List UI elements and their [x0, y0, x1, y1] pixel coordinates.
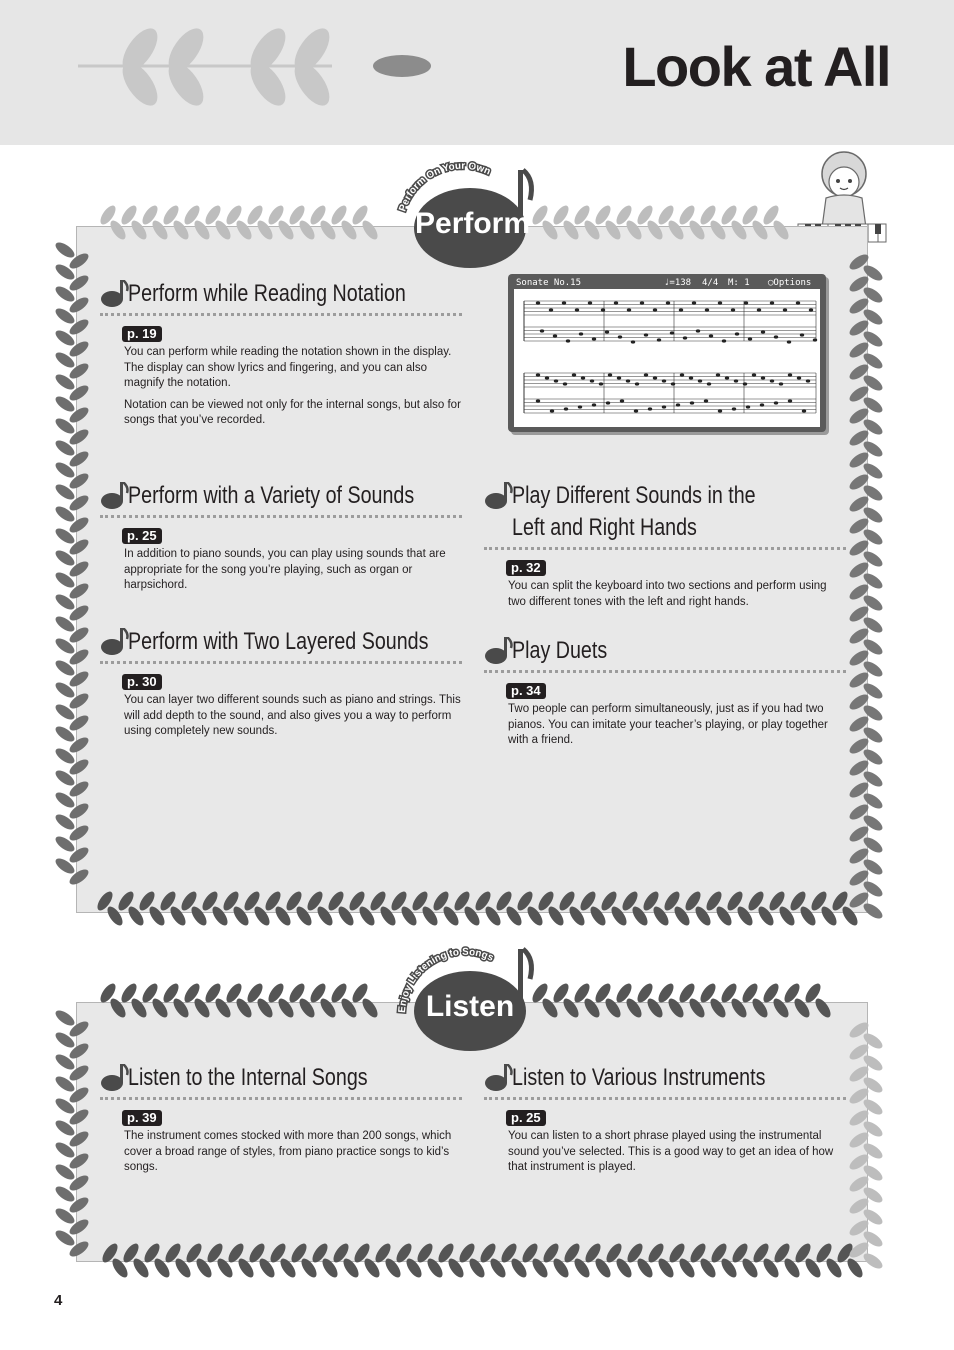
- music-note-icon: [484, 1064, 514, 1092]
- page-reference-link[interactable]: p. 34: [506, 683, 546, 699]
- page-reference-link[interactable]: p. 25: [122, 528, 162, 544]
- music-staff-notation: [514, 289, 820, 427]
- section-title: Listen to Various Instruments: [512, 1064, 766, 1091]
- song-name: Sonate No.15: [516, 278, 582, 288]
- notation-area: [514, 289, 820, 427]
- section-paragraph: Notation can be viewed not only for the internal songs, but also for songs that you’ve recorded.: [124, 398, 461, 426]
- page-reference-link[interactable]: p. 19: [122, 326, 162, 342]
- section-listen-internal-songs: [100, 1062, 462, 1182]
- section-title: Perform while Reading Notation: [128, 280, 406, 307]
- section-title: Play Different Sounds in the Left and Right Hands: [512, 482, 756, 541]
- perform-badge-caption: Perform On Your Own: [397, 160, 492, 213]
- music-note-icon: [484, 482, 514, 510]
- section-paragraph: You can listen to a short phrase played using the instrumental sound you’ve selected. This is a good way to get an idea of how that instrument is played.: [508, 1130, 834, 1173]
- screen-status-bar: [514, 277, 820, 289]
- dotted-divider: [484, 670, 846, 673]
- listen-badge-caption: Enjoy Listening to Songs: [396, 946, 496, 1014]
- perform-badge-label: Perform: [415, 207, 531, 240]
- section-paragraph: In addition to piano sounds, you can play using sounds that are appropriate for the song you’re playing, such as organ or harpsichord.: [124, 548, 446, 591]
- section-title: Perform with a Variety of Sounds: [128, 482, 415, 509]
- page-reference-link[interactable]: p. 25: [506, 1110, 546, 1126]
- section-perform-layered-sounds: [100, 626, 462, 746]
- music-note-icon: [100, 280, 130, 308]
- section-paragraph: Two people can perform simultaneously, just as if you had two pianos. You can imitate your teacher’s playing, or play together with a friend.: [508, 703, 828, 746]
- section-paragraph: You can perform while reading the notation shown in the display. The display can show lyrics and fingering, and you can also magnify the notation.: [124, 346, 452, 389]
- page-title: Look at All: [622, 35, 890, 98]
- music-note-icon: [484, 637, 514, 665]
- section-paragraph: You can split the keyboard into two sections and perform using two different tones with the left and right hands.: [508, 580, 827, 608]
- section-title: Perform with Two Layered Sounds: [128, 628, 429, 655]
- section-play-left-right-hands: [484, 480, 846, 616]
- music-note-icon: [100, 482, 130, 510]
- section-perform-variety-of-sounds: [100, 480, 462, 600]
- listen-badge-label: Listen: [425, 990, 515, 1023]
- dotted-divider: [100, 661, 462, 664]
- dotted-divider: [100, 313, 462, 316]
- section-play-duets: [484, 635, 846, 755]
- measure-readout: M: 1: [728, 278, 750, 288]
- dotted-divider: [100, 1097, 462, 1100]
- page-reference-link[interactable]: p. 30: [122, 674, 162, 690]
- options-button[interactable]: ◯Options: [768, 278, 812, 288]
- page-reference-link[interactable]: p. 39: [122, 1110, 162, 1126]
- leaf-branch-decoration: [0, 0, 460, 140]
- section-paragraph: The instrument comes stocked with more than 200 songs, which cover a broad range of styles, from piano practice songs to kid’s songs.: [124, 1130, 452, 1173]
- beat-readout: 4/4: [702, 278, 719, 288]
- dotted-divider: [100, 515, 462, 518]
- page-number: 4: [54, 1292, 63, 1309]
- section-listen-various-instruments: [484, 1062, 846, 1182]
- section-paragraph: You can layer two different sounds such as piano and strings. This will add depth to the sound, and also gives you a way to perform using completely new sounds.: [124, 694, 461, 737]
- dotted-divider: [484, 1097, 846, 1100]
- music-note-icon: [100, 1064, 130, 1092]
- notation-display-screen: [508, 274, 826, 432]
- dotted-divider: [484, 547, 846, 550]
- page-reference-link[interactable]: p. 32: [506, 560, 546, 576]
- section-title: Listen to the Internal Songs: [128, 1064, 368, 1091]
- section-title: Play Duets: [512, 637, 608, 664]
- section-perform-reading-notation: [100, 278, 462, 435]
- music-note-icon: [100, 628, 130, 656]
- tempo-readout: ♩=138: [664, 278, 692, 288]
